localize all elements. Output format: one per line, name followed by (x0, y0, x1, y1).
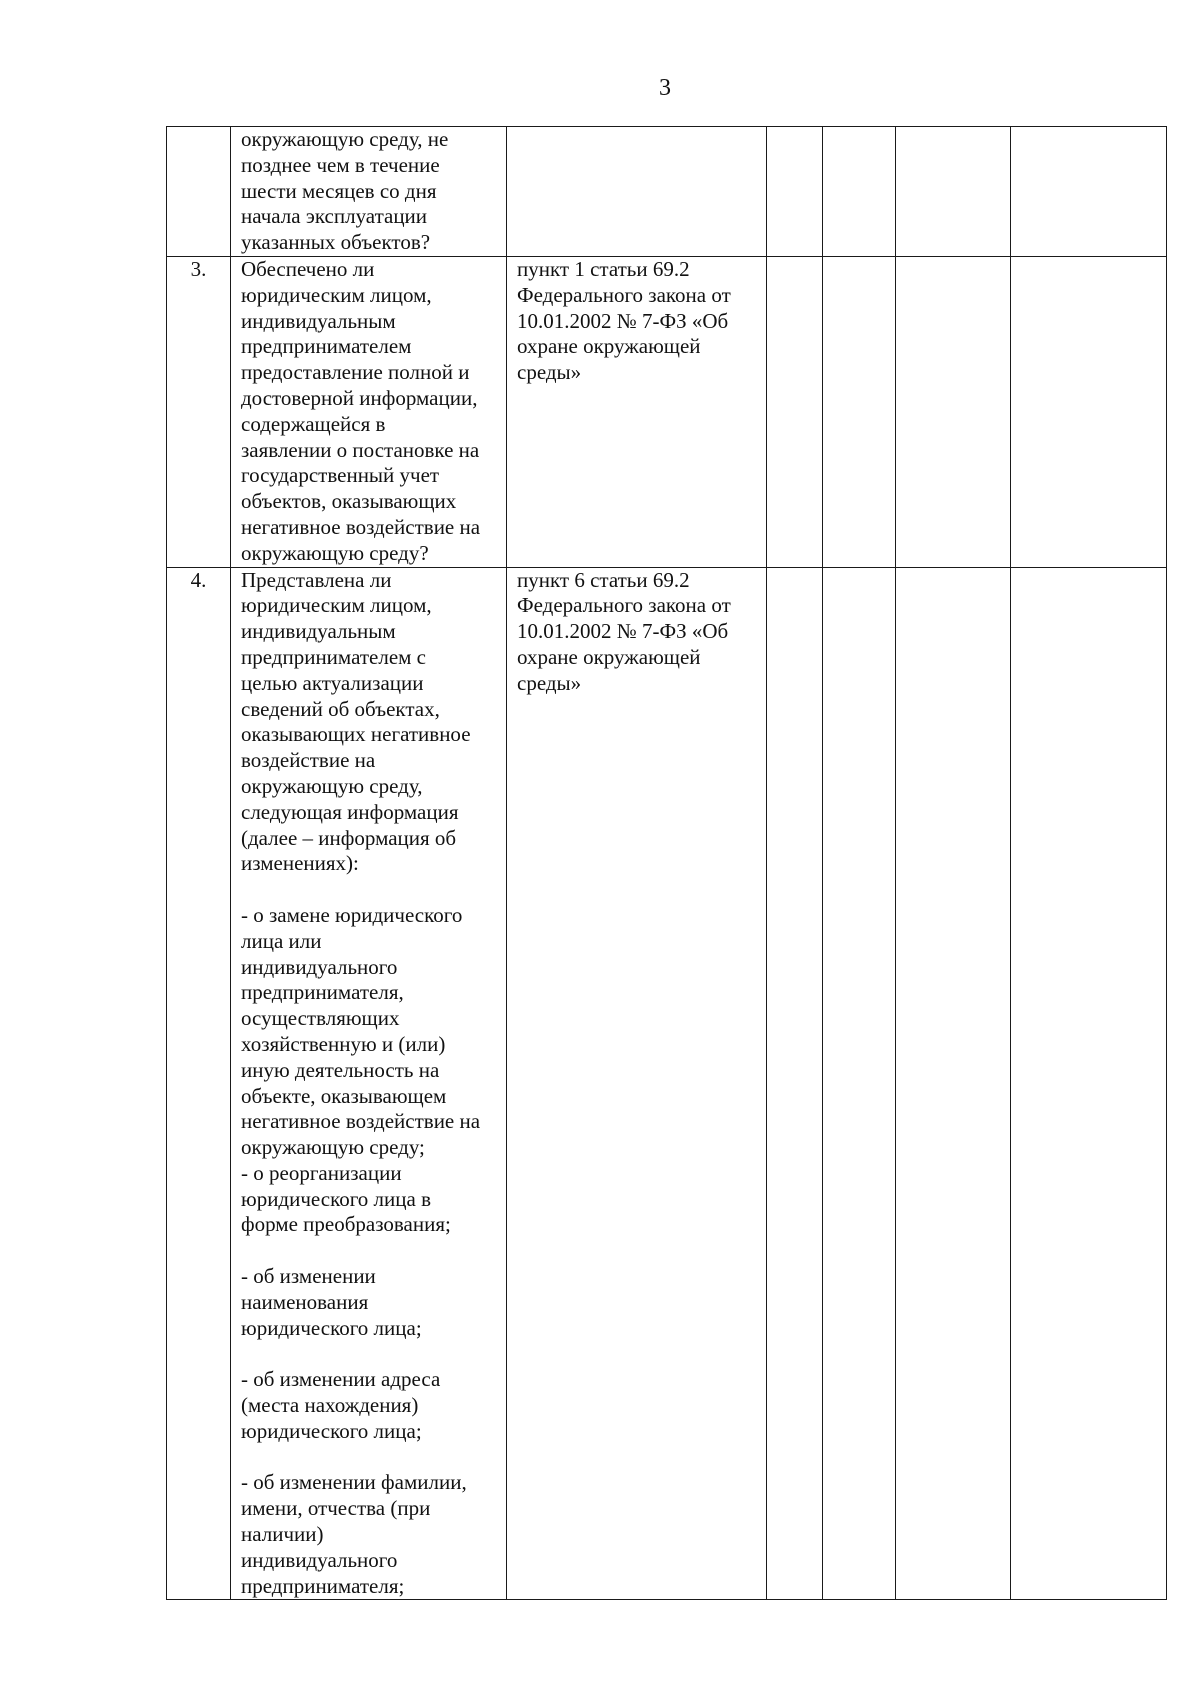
row-number: 4. (167, 567, 231, 1600)
legal-basis-text (507, 127, 767, 257)
note-cell (1011, 257, 1167, 568)
answer-yes-cell (767, 127, 823, 257)
answer-no-cell (823, 127, 896, 257)
page-number: 3 (659, 75, 671, 101)
answer-not-applicable-cell (896, 257, 1011, 568)
answer-not-applicable-cell (896, 567, 1011, 1600)
table-row (167, 567, 1167, 1600)
answer-yes-cell (767, 257, 823, 568)
answer-no-cell (823, 257, 896, 568)
table-row (167, 127, 1167, 257)
answer-no-cell (823, 567, 896, 1600)
note-cell (1011, 567, 1167, 1600)
legal-basis-text: пункт 6 статьи 69.2 Федерального закона от 10.01.2002 № 7-ФЗ «Об охране окружающей среды» (507, 567, 767, 1600)
question-text: Представлена ли юридическим лицом, индивидуальным предпринимателем с целью актуализации сведений об объектах, оказывающих негативное воздействие на окружающую среду, следующая информация (далее – информация об изменениях): - о замене юридического лица или индивидуального предпринимателя, осуществляющих хозяйственную и (или) иную деятельность на объекте, оказывающем негативное воздействие на окружающую среду; - о реорганизации юридического лица в форме преобразования; - об изменении наименования юридического лица; - об изменении адреса (места нахождения) юридического лица; - об изменении фамилии, имени, отчества (при наличии) индивидуального предпринимателя; (231, 567, 507, 1600)
row-number (167, 127, 231, 257)
table-row (167, 257, 1167, 568)
question-text: окружающую среду, не позднее чем в течение шести месяцев со дня начала эксплуатации указанных объектов? (231, 127, 507, 257)
row-number: 3. (167, 257, 231, 568)
checklist-table (166, 126, 1167, 1600)
answer-yes-cell (767, 567, 823, 1600)
question-text: Обеспечено ли юридическим лицом, индивидуальным предпринимателем предоставление полной и достоверной информации, содержащейся в заявлении о постановке на государственный учет объектов, оказывающих негативное воздействие на окружающую среду? (231, 257, 507, 568)
note-cell (1011, 127, 1167, 257)
answer-not-applicable-cell (896, 127, 1011, 257)
legal-basis-text: пункт 1 статьи 69.2 Федерального закона от 10.01.2002 № 7-ФЗ «Об охране окружающей среды» (507, 257, 767, 568)
